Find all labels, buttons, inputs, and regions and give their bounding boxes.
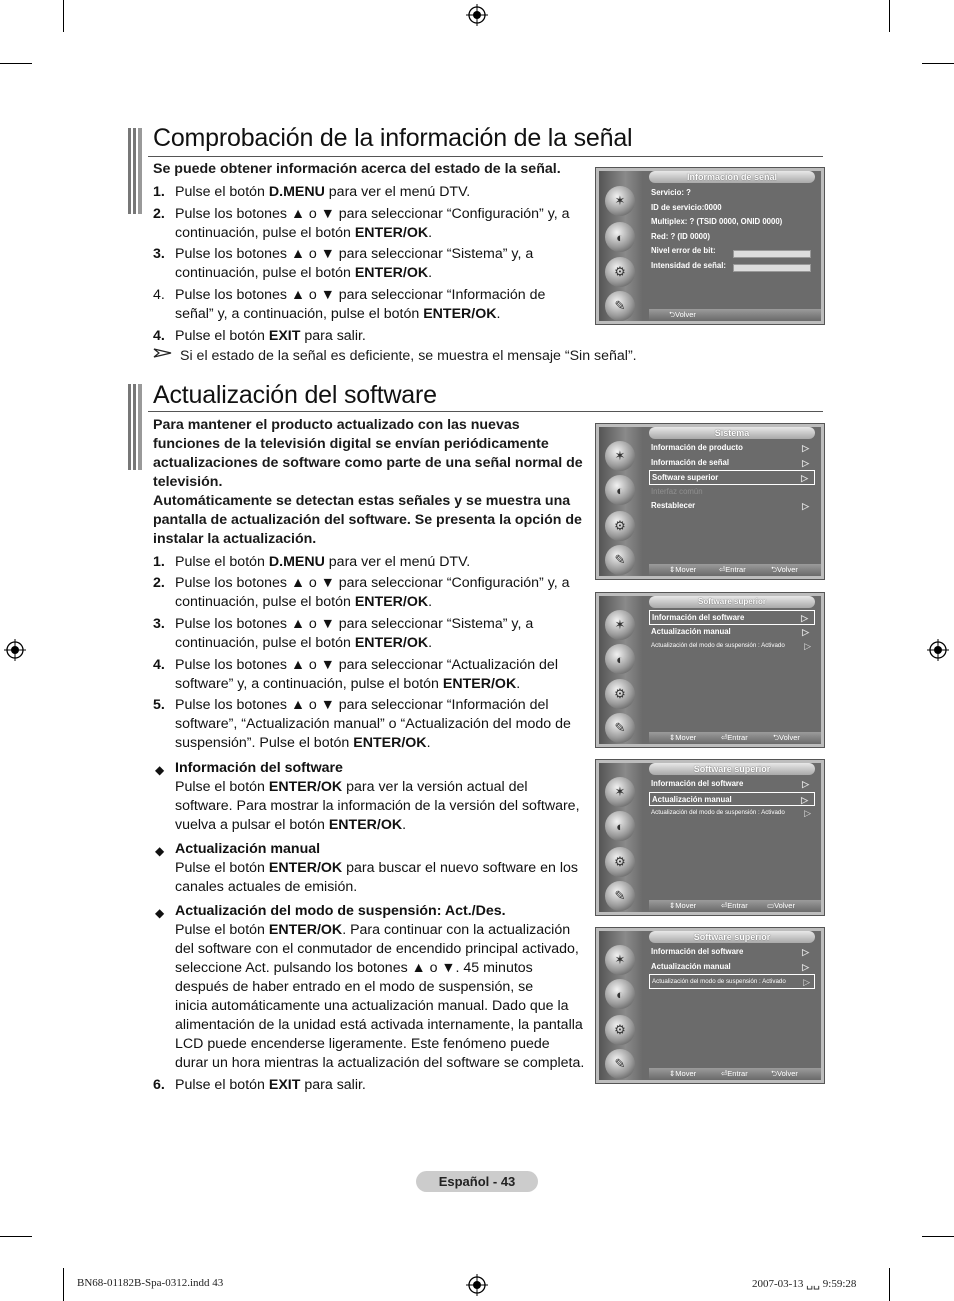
osd-software-menu (595, 927, 825, 1084)
step-number: 4. (153, 328, 165, 344)
note-text: Si el estado de la señal es deficiente, se muestra el mensaje “Sin señal”. (180, 348, 637, 364)
arrow-right-icon: ▷ (801, 473, 808, 483)
sound-icon: ◐ (605, 222, 635, 252)
osd-row-selected: Actualización manual ▷ (649, 792, 815, 807)
bullet-text: Información del software Pulse el botón ENTER/OK para ver la versión actual del software. Para mostrar la información de la versión del software, vuelva a pulsar el botón ENTER/OK. (175, 760, 580, 833)
picture-icon: ✶ (605, 610, 635, 640)
osd-help-bar: ⇕ Mover ⏎ Entrar ⮌ Volver (649, 564, 821, 576)
osd-software-menu (595, 759, 825, 916)
step-text: Pulse los botones ▲ o ▼ para seleccionar “Información del software”, “Actualización manual” o “Actualización del modo de suspensión”. Pulse el botón ENTER/OK. (175, 697, 571, 751)
section-title: Comprobación de la información de la señal (153, 124, 633, 152)
registration-mark-icon (4, 639, 26, 661)
section-marker (128, 128, 144, 214)
arrow-right-icon: ▷ (802, 457, 809, 468)
step-number: 5. (153, 697, 165, 713)
step-number: 3. (153, 616, 165, 632)
step-number: 2. (153, 206, 165, 222)
osd-row-selected: Información del software ▷ (649, 610, 815, 625)
section-title: Actualización del software (153, 381, 437, 409)
step-text: Pulse el botón EXIT para salir. (175, 328, 366, 344)
bullet-text: Actualización del modo de suspensión: Act./Des. Pulse el botón ENTER/OK. Para continuar con la actualización del software con el conmutador de encendido principal activado, seleccione Act. pulsando los botones ▲ o ▼. 45 minutos después de haber entrado en el modo de suspensión, se inicia automáticamente una actualización manual. Dado que la alimentación de la unidad está activada internamente, la pantalla LCD puede encenderse ligeramente. Este fenómeno puede durar un hora mientras la actualización del software se completa. (175, 903, 585, 1071)
sound-icon: ◐ (605, 979, 635, 1009)
intro-text: Se puede obtener información acerca del estado de la señal. (153, 161, 561, 177)
osd-row: Actualización del modo de suspensión : Activado ▷ (651, 641, 811, 651)
step-number: 3. (153, 246, 165, 262)
arrow-right-icon: ▷ (804, 808, 811, 818)
section-marker (128, 384, 144, 470)
step-text: Pulse los botones ▲ o ▼ para seleccionar “Actualización del software” y, a continuación, pulse el botón ENTER/OK. (175, 657, 558, 692)
bullet-diamond-icon: ◆ (155, 906, 165, 920)
arrow-right-icon: ▷ (801, 794, 808, 805)
step-number: 4. (153, 287, 165, 303)
osd-row-disabled: Interfaz común (651, 486, 703, 496)
section-rule (148, 156, 823, 157)
picture-icon: ✶ (605, 186, 635, 216)
osd-row: Actualización manual ▷ (651, 626, 809, 637)
osd-row: Servicio: ? (651, 188, 691, 197)
step-number: 4. (153, 657, 165, 673)
osd-title: Información de señal (649, 171, 815, 183)
osd-row-selected: Software superior ▷ (649, 470, 815, 485)
osd-title: Software superior (649, 763, 815, 775)
input-icon: ✎ (605, 881, 635, 911)
arrow-right-icon: ▷ (802, 961, 809, 972)
step-text: Pulse el botón D.MENU para ver el menú DTV. (175, 554, 471, 570)
osd-row: Multiplex: ? (TSID 0000, ONID 0000) (651, 217, 783, 226)
intro-text: Para mantener el producto actualizado con las nuevas funciones de la televisión digital se envían periódicamente actualizaciones de software como parte de una señal normal de televisión. Automáticamente se detectan estas señales y se muestra una pantalla de actualización del software. Se presenta la opción de instalar la actualización. (153, 417, 583, 547)
input-icon: ✎ (605, 713, 635, 743)
osd-row-selected: Actualización del modo de suspensión : Activado ▷ (649, 974, 815, 989)
bullet-diamond-icon: ◆ (155, 844, 165, 858)
arrow-right-icon: ▷ (802, 947, 809, 957)
osd-row: ID de servicio:0000 (651, 202, 722, 212)
file-name: BN68-01182B-Spa-0312.indd 43 (77, 1277, 224, 1289)
registration-mark-icon (927, 639, 949, 661)
osd-row: Actualización del modo de suspensión : Activado ▷ (651, 808, 811, 818)
bullet-diamond-icon: ◆ (155, 763, 165, 777)
arrow-right-icon: ▷ (801, 613, 808, 623)
input-icon: ✎ (605, 1049, 635, 1079)
sound-icon: ◐ (605, 475, 635, 505)
osd-row: Información del software ▷ (651, 947, 809, 957)
setup-gear-icon: ⚙ (605, 847, 635, 877)
step-number: 1. (153, 184, 165, 200)
sound-icon: ◐ (605, 644, 635, 674)
note-arrow-icon (153, 347, 173, 359)
section-rule (148, 411, 823, 412)
osd-title: Software superior (649, 596, 815, 608)
registration-mark-icon (466, 4, 488, 26)
arrow-right-icon: ▷ (803, 977, 810, 987)
osd-row: Información de producto ▷ (651, 443, 809, 453)
setup-gear-icon: ⚙ (605, 511, 635, 541)
setup-gear-icon: ⚙ (605, 1015, 635, 1045)
osd-row: Información de señal ▷ (651, 457, 809, 468)
step-text: Pulse los botones ▲ o ▼ para seleccionar “Información de señal” y, a continuación, pulse el botón ENTER/OK. (175, 287, 546, 322)
arrow-right-icon: ▷ (802, 443, 809, 453)
bit-error-bar (733, 250, 811, 258)
page-number: Español - 43 (416, 1171, 538, 1192)
osd-row: Actualización manual ▷ (651, 961, 809, 972)
registration-mark-icon (466, 1274, 488, 1296)
picture-icon: ✶ (605, 441, 635, 471)
step-text: Pulse los botones ▲ o ▼ para seleccionar “Sistema” y, a continuación, pulse el botón ENTER/OK. (175, 246, 534, 281)
arrow-right-icon: ▷ (802, 501, 809, 511)
step-text: Pulse el botón D.MENU para ver el menú DTV. (175, 184, 471, 200)
setup-gear-icon: ⚙ (605, 679, 635, 709)
osd-title: Sistema (649, 427, 815, 439)
osd-help-bar: ⇕ Mover ⏎ Entrar ▭ Volver (649, 900, 821, 912)
osd-row: Información del software ▷ (651, 779, 809, 789)
picture-icon: ✶ (605, 777, 635, 807)
input-icon: ✎ (605, 291, 635, 321)
picture-icon: ✶ (605, 945, 635, 975)
arrow-right-icon: ▷ (804, 641, 811, 651)
osd-row: Nivel error de bit: (651, 246, 716, 255)
setup-gear-icon: ⚙ (605, 257, 635, 287)
osd-help-bar: ⇕ Mover ⏎ Entrar ⮌ Volver (649, 732, 821, 744)
step-text: Pulse los botones ▲ o ▼ para seleccionar “Sistema” y, a continuación, pulse el botón ENTER/OK. (175, 616, 534, 651)
osd-title: Software superior (649, 931, 815, 943)
print-date: 2007-03-13 ␣␣ 9:59:28 (752, 1278, 857, 1290)
osd-row: Intensidad de señal: (651, 260, 726, 270)
arrow-right-icon: ▷ (802, 626, 809, 637)
signal-strength-bar (733, 264, 811, 272)
sound-icon: ◐ (605, 811, 635, 841)
step-text: Pulse los botones ▲ o ▼ para seleccionar “Configuración” y, a continuación, pulse el botón ENTER/OK. (175, 206, 570, 241)
step-number: 2. (153, 575, 165, 591)
osd-software-menu (595, 592, 825, 748)
osd-row: Restablecer ▷ (651, 501, 809, 511)
arrow-right-icon: ▷ (802, 779, 809, 789)
step-number: 6. (153, 1077, 165, 1093)
osd-system-menu (595, 423, 825, 580)
input-icon: ✎ (605, 545, 635, 575)
step-text: Pulse el botón EXIT para salir. (175, 1077, 366, 1093)
osd-row: Red: ? (ID 0000) (651, 231, 710, 241)
osd-signal-info (595, 167, 825, 325)
step-text: Pulse los botones ▲ o ▼ para seleccionar “Configuración” y, a continuación, pulse el botón ENTER/OK. (175, 575, 570, 610)
step-number: 1. (153, 554, 165, 570)
osd-help-bar: ⮌ Volver (649, 309, 821, 321)
bullet-text: Actualización manual Pulse el botón ENTER/OK para buscar el nuevo software en los canales actuales de emisión. (175, 841, 578, 895)
osd-help-bar: ⇕ Mover ⏎ Entrar ⮌ Volver (649, 1068, 821, 1080)
